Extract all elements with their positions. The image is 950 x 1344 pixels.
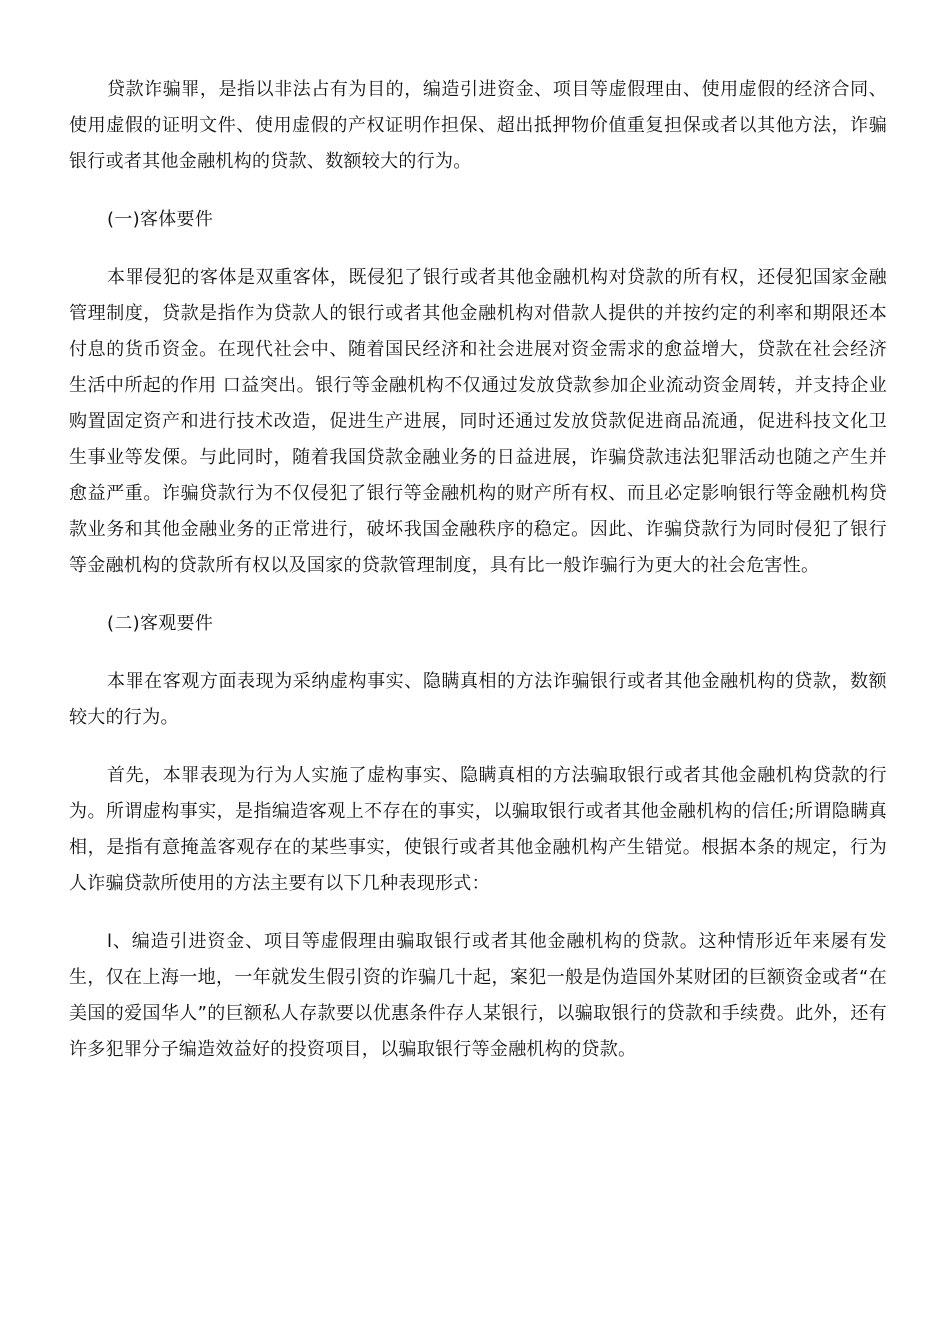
section-heading-objective: (二)客观要件 <box>107 613 214 634</box>
paragraph-object-element: 本罪侵犯的客体是双重客体，既侵犯了银行或者其他金融机构对贷款的所有权，还侵犯国家金融管理制度，贷款是指作为贷款人的银行或者其他金融机构对借款人提供的并按约定的利率和期限还本付息的货币资金。在现代社会中、随着国民经济和社会进展对资金需求的愈益增大，贷款在社会经济生活中所起的作用 口益突出。银行等金融机构不仅通过发放贷款参加企业流动资金周转，并支持企业购置固定资产和进行技术改造，促进生产进展，同时还通过发放贷款促进商品流通，促进科技文化卫生事业等发傈。与此同时，随着我国贷款金融业务的日益进展，诈骗贷款违法犯罪活动也随之产生并愈益严重。诈骗贷款行为不仅侵犯了银行等金融机构的财产所有权、而且必定影响银行等金融机构贷款业务和其他金融业务的正常进行，破坏我国金融秩序的稳定。因此、诈骗贷款行为同时侵犯了银行等金融机构的贷款所有权以及国家的贷款管理制度，具有比一般诈骗行为更大的社会危害性。 <box>69 267 887 576</box>
paragraph-method-1: l、编造引进资金、项目等虚假理由骗取银行或者其他金融机构的贷款。这种情形近年来屡有发生，仅在上海一地，一年就发生假引资的诈骗几十起，案犯一般是伪造国外某财团的巨额资金或者“在美国的爱国华人”的巨额私人存款要以优惠条件存人某银行，以骗取银行的贷款和手续费。此外，还有许多犯罪分子编造效益好的投资项目，以骗取银行等金融机构的贷款。 <box>69 931 887 1060</box>
paragraph-definition: 贷款诈骗罪，是指以非法占有为目的，编造引进资金、项目等虚假理由、使用虚假的经济合同、使用虚假的证明文件、使用虚假的产权证明作担保、超出抵押物价值重复担保或者以其他方法，诈骗银行或者其他金融机构的贷款、数额较大的行为。 <box>69 79 887 172</box>
section-heading-object: (一)客体要件 <box>107 209 214 230</box>
paragraph-fabrication: 首先，本罪表现为行为人实施了虚构事实、隐瞒真相的方法骗取银行或者其他金融机构贷款的行为。所谓虚构事实，是指编造客观上不存在的事实，以骗取银行或者其他金融机构的信任;所谓隐瞒真相，是指有意掩盖客观存在的某些事实，使银行或者其他金融机构产生错觉。根据本条的规定，行为人诈骗贷款所使用的方法主要有以下几种表现形式： <box>69 765 887 894</box>
paragraph-objective-intro: 本罪在客观方面表现为采纳虚构事实、隐瞒真相的方法诈骗银行或者其他金融机构的贷款，数额较大的行为。 <box>69 671 887 728</box>
document-page <box>69 72 887 1090</box>
